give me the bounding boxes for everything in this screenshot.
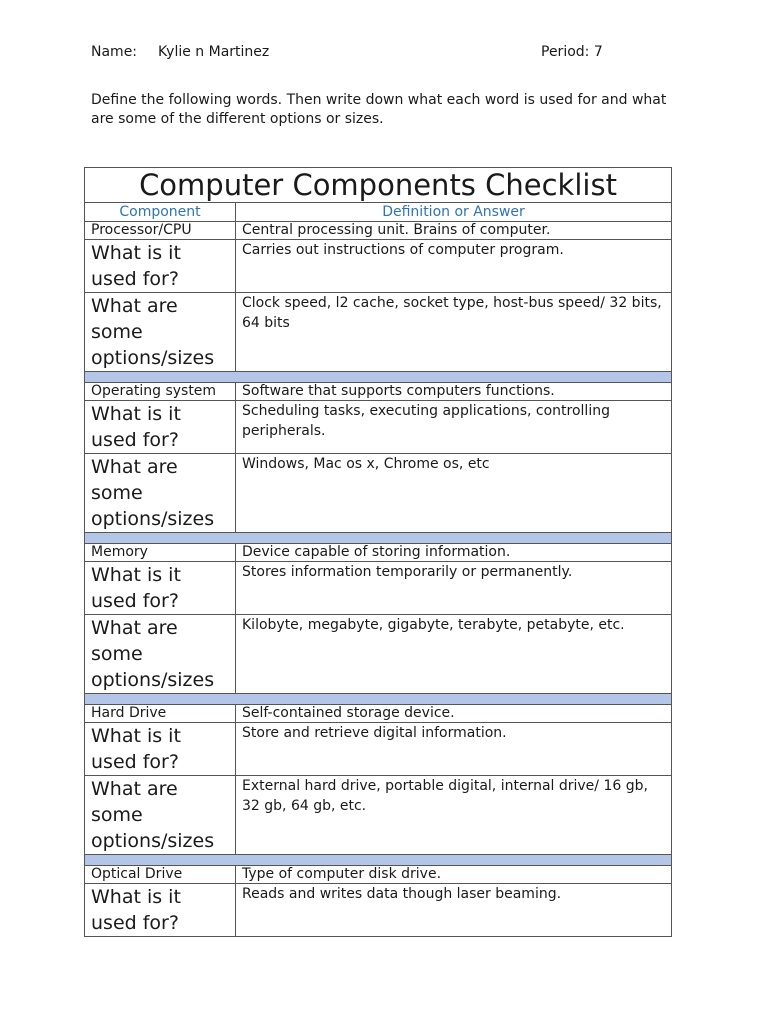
separator-cell: [85, 855, 672, 866]
options-question: What are some options/sizes: [85, 454, 236, 533]
component-row: [85, 705, 672, 723]
column-header-component: Component: [85, 203, 236, 222]
options-answer: Kilobyte, megabyte, gigabyte, terabyte, petabyte, etc.: [236, 615, 672, 694]
component-definition: Self-contained storage device.: [236, 705, 672, 723]
components-checklist-table: [84, 167, 672, 937]
options-question: What are some options/sizes: [85, 776, 236, 855]
table-title: Computer Components Checklist: [85, 168, 672, 203]
separator-row: [85, 372, 672, 383]
table-title-row: [85, 168, 672, 203]
used-for-question: What is it used for?: [85, 240, 236, 293]
student-header: [91, 44, 691, 64]
used-for-row: [85, 240, 672, 293]
options-row: [85, 615, 672, 694]
separator-cell: [85, 372, 672, 383]
period-label: Period: 7: [541, 44, 603, 60]
component-definition: Central processing unit. Brains of computer.: [236, 222, 672, 240]
component-definition: Device capable of storing information.: [236, 544, 672, 562]
component-row: [85, 383, 672, 401]
options-row: [85, 776, 672, 855]
separator-row: [85, 855, 672, 866]
options-question: What are some options/sizes: [85, 615, 236, 694]
component-row: [85, 866, 672, 884]
separator-cell: [85, 533, 672, 544]
used-for-answer: Carries out instructions of computer program.: [236, 240, 672, 293]
component-name: Memory: [85, 544, 236, 562]
separator-row: [85, 533, 672, 544]
component-definition: Software that supports computers functions.: [236, 383, 672, 401]
component-row: [85, 222, 672, 240]
used-for-question: What is it used for?: [85, 562, 236, 615]
component-name: Hard Drive: [85, 705, 236, 723]
column-header-definition: Definition or Answer: [236, 203, 672, 222]
options-question: What are some options/sizes: [85, 293, 236, 372]
component-definition: Type of computer disk drive.: [236, 866, 672, 884]
instructions-text: Define the following words. Then write down what each word is used for and what are some of the different options or sizes.: [91, 92, 667, 127]
options-row: [85, 293, 672, 372]
component-name: Processor/CPU: [85, 222, 236, 240]
options-row: [85, 454, 672, 533]
used-for-answer: Store and retrieve digital information.: [236, 723, 672, 776]
used-for-row: [85, 723, 672, 776]
options-answer: External hard drive, portable digital, internal drive/ 16 gb, 32 gb, 64 gb, etc.: [236, 776, 672, 855]
table-header-row: [85, 203, 672, 222]
student-name: Kylie n Martinez: [158, 44, 270, 60]
used-for-question: What is it used for?: [85, 884, 236, 937]
used-for-answer: Reads and writes data though laser beaming.: [236, 884, 672, 937]
used-for-question: What is it used for?: [85, 723, 236, 776]
component-name: Operating system: [85, 383, 236, 401]
used-for-answer: Scheduling tasks, executing applications, controlling peripherals.: [236, 401, 672, 454]
separator-row: [85, 694, 672, 705]
used-for-question: What is it used for?: [85, 401, 236, 454]
used-for-answer: Stores information temporarily or permanently.: [236, 562, 672, 615]
used-for-row: [85, 562, 672, 615]
options-answer: Clock speed, l2 cache, socket type, host-bus speed/ 32 bits, 64 bits: [236, 293, 672, 372]
separator-cell: [85, 694, 672, 705]
used-for-row: [85, 884, 672, 937]
used-for-row: [85, 401, 672, 454]
component-row: [85, 544, 672, 562]
component-name: Optical Drive: [85, 866, 236, 884]
name-label: Name:: [91, 44, 138, 60]
options-answer: Windows, Mac os x, Chrome os, etc: [236, 454, 672, 533]
